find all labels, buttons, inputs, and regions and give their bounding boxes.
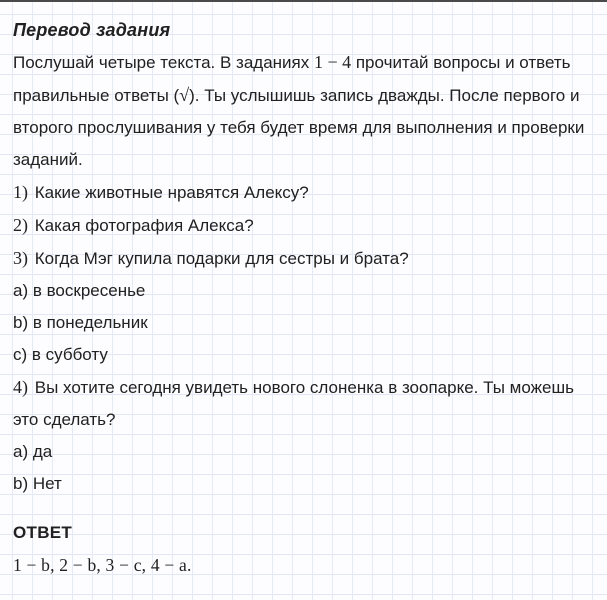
answer-key: 1 − b, 2 − b, 3 − c, 4 − a. bbox=[13, 555, 192, 575]
question-4-option-a: a) да bbox=[13, 442, 53, 461]
intro-paragraph bbox=[13, 46, 597, 176]
question-1-number: 1) bbox=[13, 182, 28, 202]
intro-task-range: 1 − 4 bbox=[313, 52, 352, 72]
answer-section bbox=[13, 517, 597, 581]
question-2 bbox=[13, 209, 597, 242]
question-2-text: Какая фотография Алекса? bbox=[34, 216, 254, 235]
question-3-option-a: a) в воскресенье bbox=[13, 281, 146, 300]
page-title: Перевод задания bbox=[13, 20, 171, 40]
question-2-number: 2) bbox=[13, 215, 28, 235]
worksheet-page bbox=[0, 2, 607, 600]
question-4 bbox=[13, 371, 597, 436]
question-3-text: Когда Мэг купила подарки для сестры и брата? bbox=[34, 249, 409, 268]
question-4-number: 4) bbox=[13, 377, 28, 397]
checkmark-symbol: √ bbox=[179, 85, 190, 105]
question-1 bbox=[13, 176, 597, 209]
question-4-option-b: b) Нет bbox=[13, 474, 62, 493]
question-1-text: Какие животные нравятся Алексу? bbox=[34, 183, 309, 202]
intro-text-2: прочитай вопросы и ответь правильные ответы ( bbox=[13, 53, 571, 105]
intro-text-1: Послушай четыре текста. В заданиях bbox=[13, 53, 314, 72]
question-3-number: 3) bbox=[13, 248, 28, 268]
question-3-option-c: c) в субботу bbox=[13, 345, 108, 364]
question-4-text: Вы хотите сегодня увидеть нового слоненка в зоопарке. Ты можешь это сделать? bbox=[13, 378, 574, 429]
question-3-option-b: b) в понедельник bbox=[13, 313, 148, 332]
answer-heading: ОТВЕТ bbox=[13, 523, 73, 542]
intro-text-3: ). Ты услышишь запись дважды. После первого и второго прослушивания у тебя будет время для выполнения и проверки заданий. bbox=[13, 86, 585, 169]
question-3 bbox=[13, 242, 597, 275]
